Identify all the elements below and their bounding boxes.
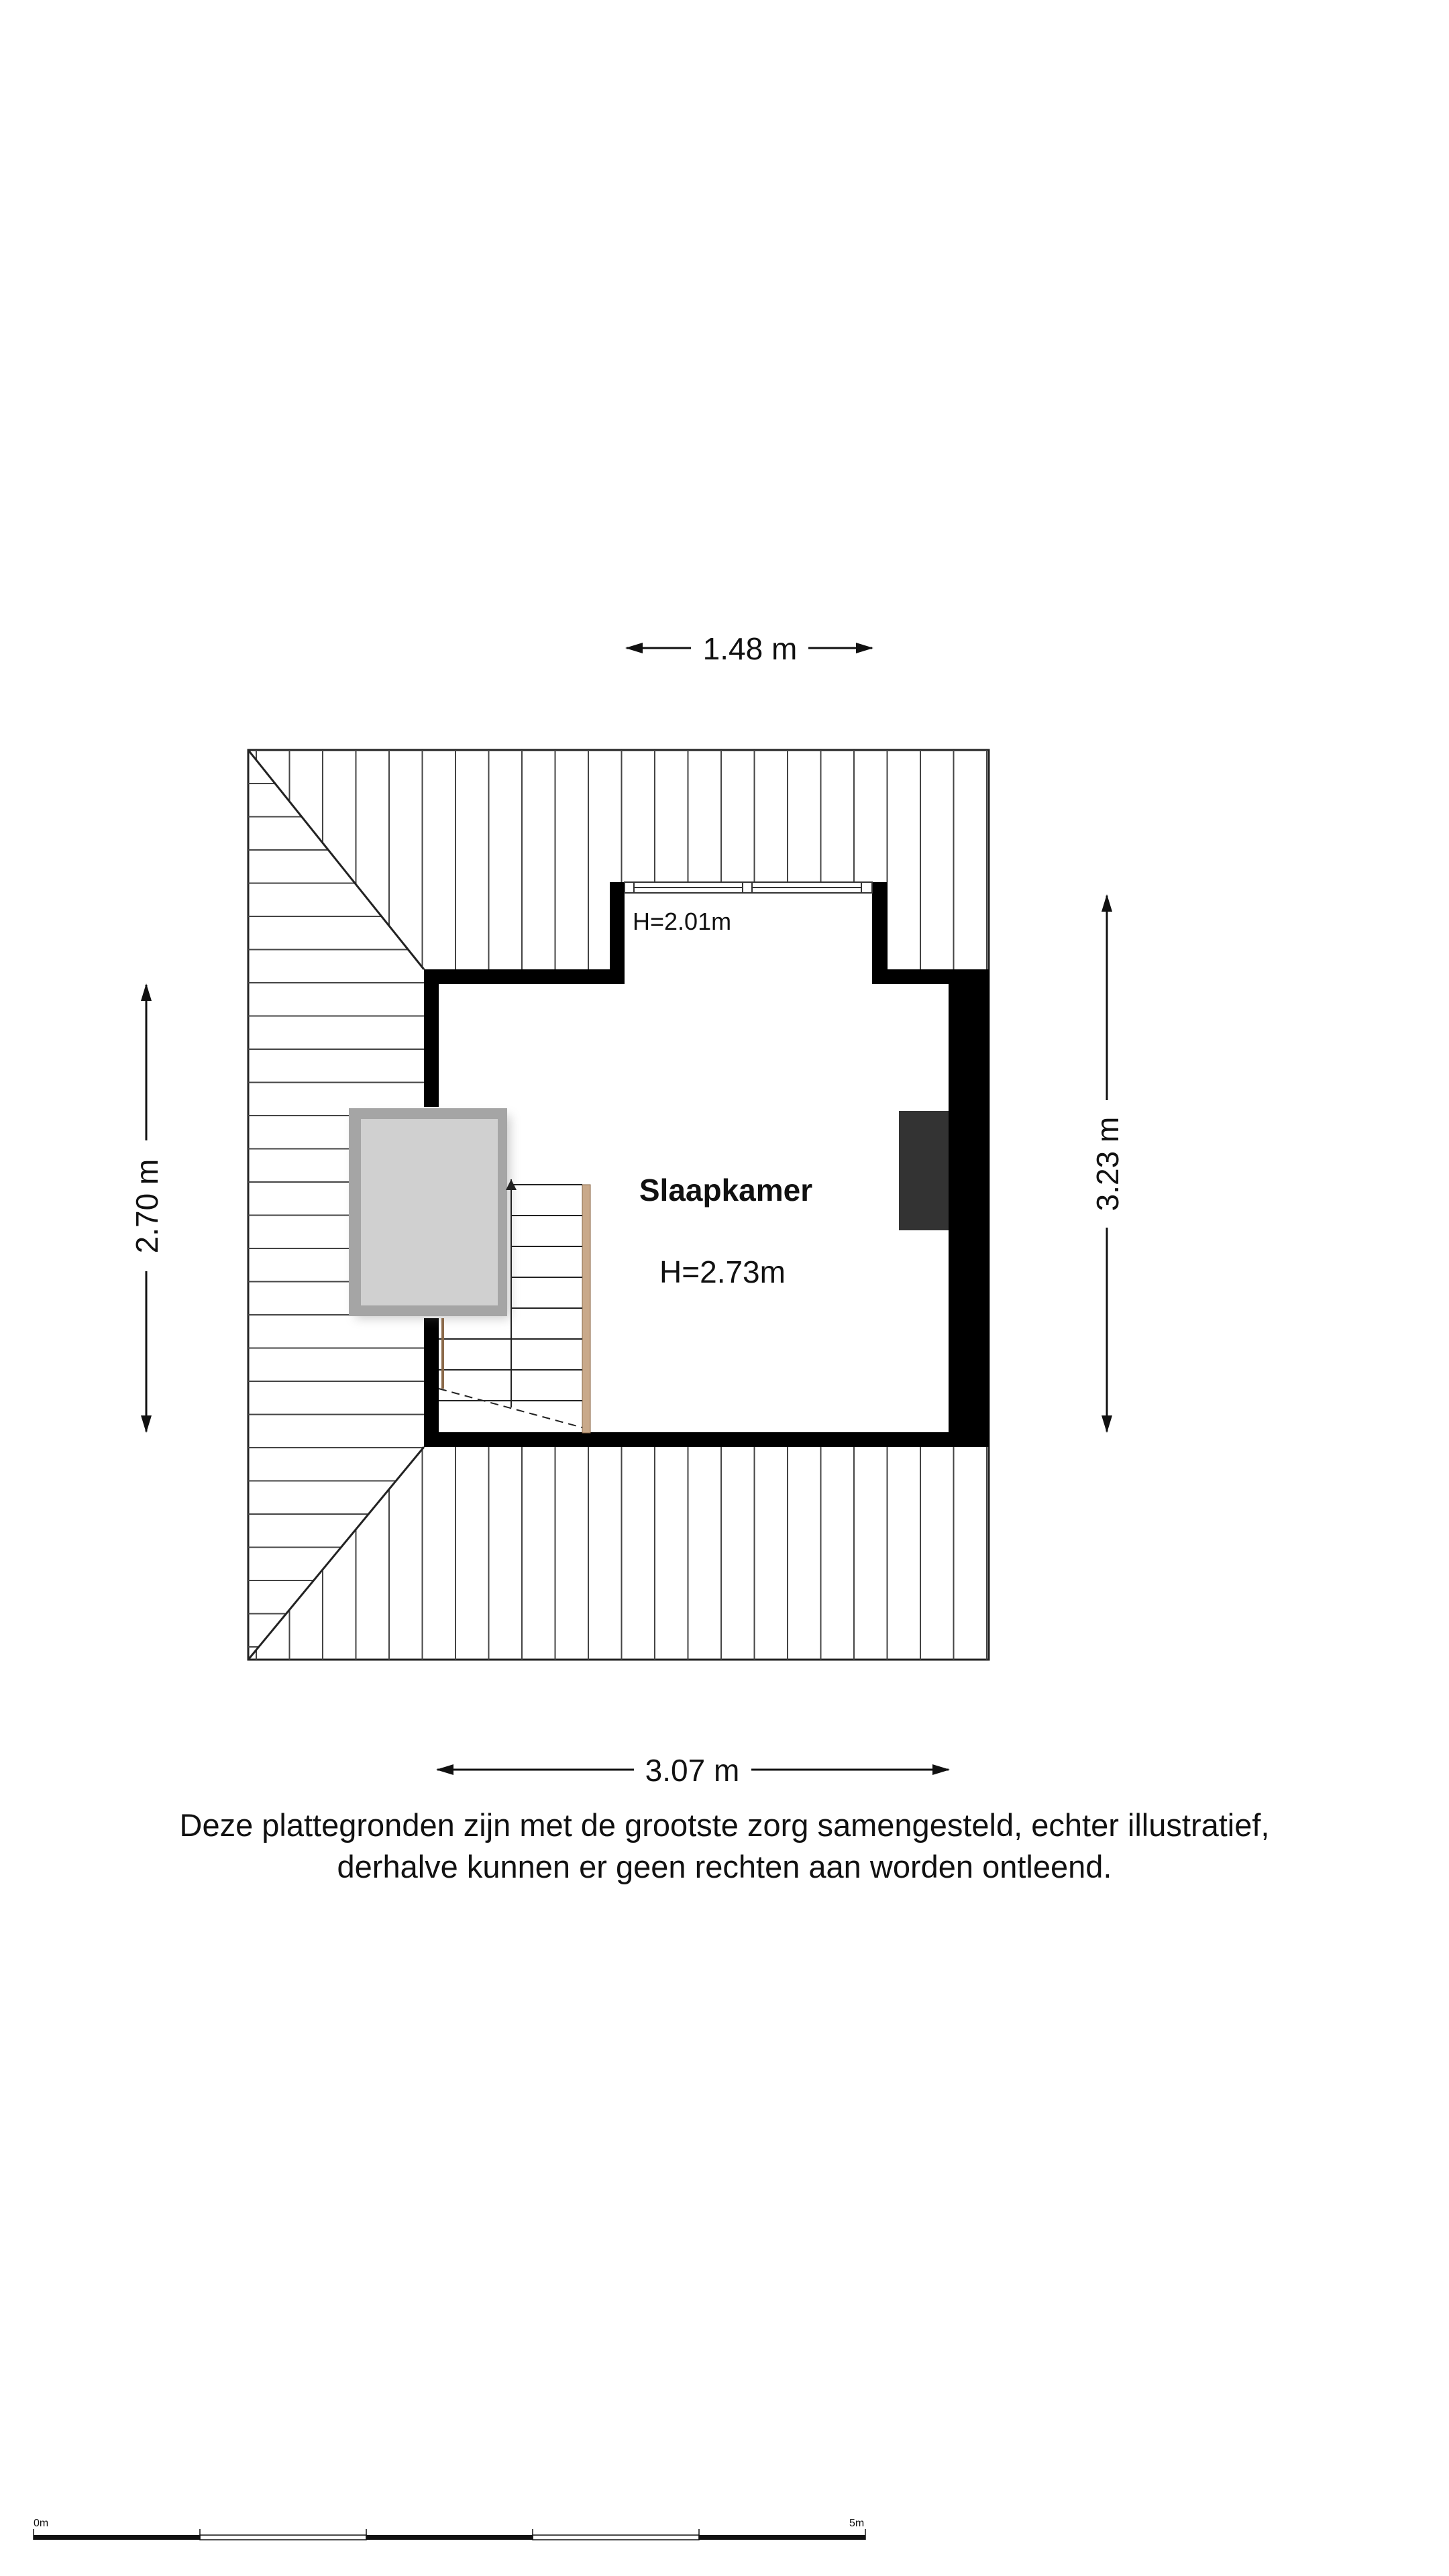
dimension-right-label: 3.23 m	[1090, 1116, 1125, 1212]
dimension-top	[625, 631, 873, 666]
dimension-bottom	[436, 1753, 950, 1788]
disclaimer	[0, 1805, 1449, 1888]
dimension-left-label: 2.70 m	[129, 1159, 164, 1254]
roof-window	[349, 1108, 510, 1318]
dimension-right	[1090, 894, 1125, 1433]
disclaimer-line-2: derhalve kunnen er geen rechten aan worden ontleend.	[337, 1849, 1112, 1884]
scale-end-label: 5m	[849, 2518, 865, 2529]
dimension-bottom-label: 3.07 m	[645, 1753, 740, 1788]
room-name: Slaapkamer	[639, 1173, 813, 1208]
scale-start-label: 0m	[34, 2518, 49, 2529]
room-height: H=2.73m	[659, 1254, 786, 1289]
window-height: H=2.01m	[633, 908, 732, 935]
radiator-block	[899, 1111, 949, 1230]
scale-bar	[34, 2518, 865, 2540]
dimension-top-label: 1.48 m	[702, 631, 798, 666]
dimension-left	[129, 983, 164, 1433]
dormer-window	[625, 882, 872, 893]
disclaimer-line-1: Deze plattegronden zijn met de grootste zorg samengesteld, echter illustratief,	[179, 1807, 1270, 1843]
